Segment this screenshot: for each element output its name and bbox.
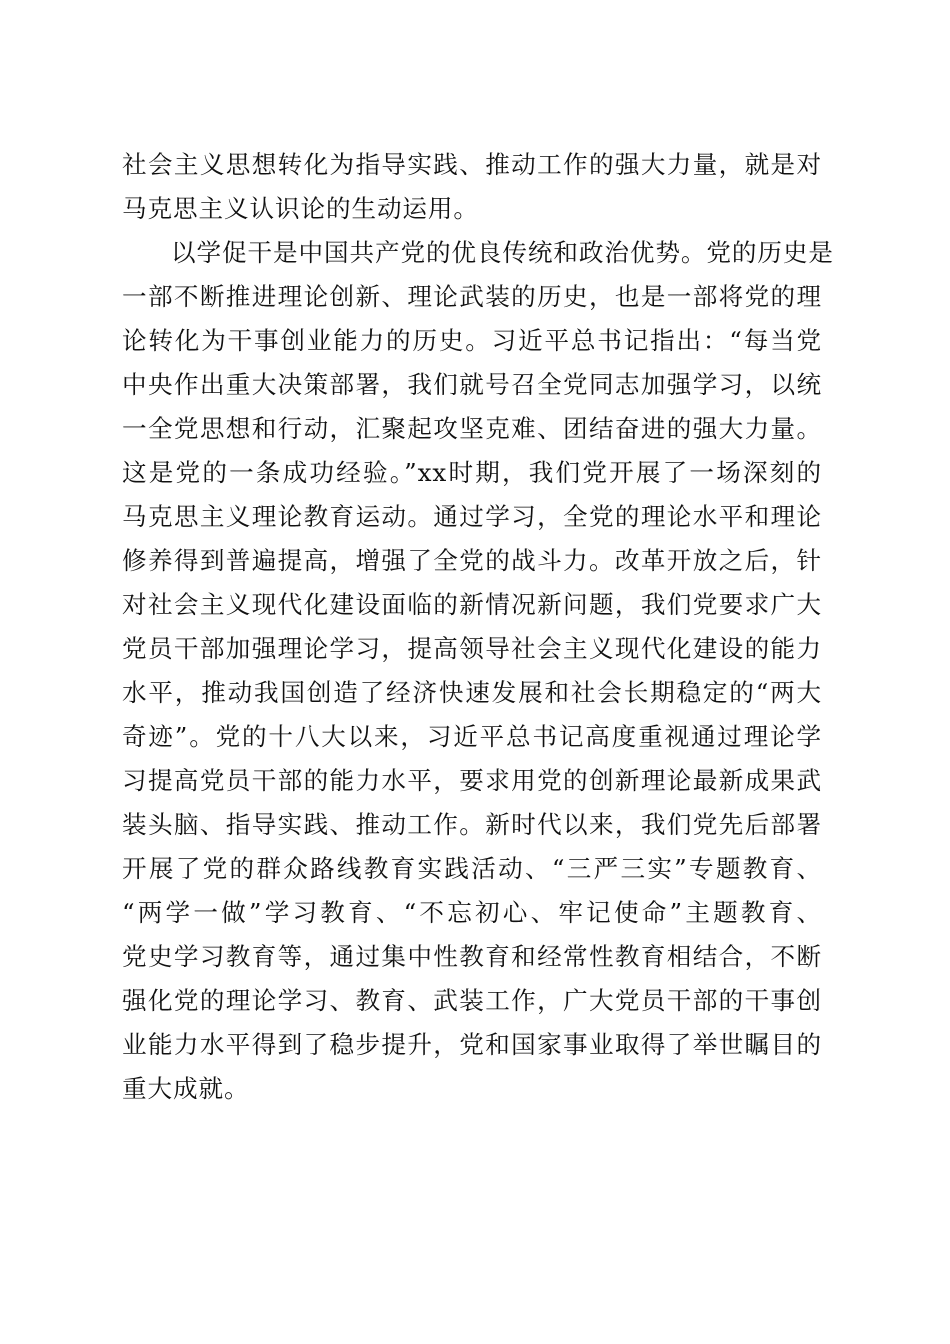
- text-line: 一全党思想和行动，汇聚起攻坚克难、团结奋进的强大力量。: [122, 414, 822, 443]
- text-line: 社会主义思想转化为指导实践、推动工作的强大力量，就是对: [122, 150, 822, 179]
- text-line: 马克思主义理论教育运动。通过学习，全党的理论水平和理论: [122, 502, 822, 531]
- text-line: 水平，推动我国创造了经济快速发展和社会长期稳定的“两大: [122, 678, 822, 707]
- text-line: 对社会主义现代化建设面临的新情况新问题，我们党要求广大: [122, 590, 822, 619]
- text-line: 论转化为干事创业能力的历史。习近平总书记指出：“每当党: [122, 326, 822, 355]
- text-line: “两学一做”学习教育、“不忘初心、牢记使命”主题教育、: [122, 898, 822, 927]
- text-line: 业能力水平得到了稳步提升，党和国家事业取得了举世瞩目的: [122, 1030, 822, 1059]
- text-line: 这是党的一条成功经验。”xx时期，我们党开展了一场深刻的: [122, 458, 822, 487]
- text-line: 习提高党员干部的能力水平，要求用党的创新理论最新成果武: [122, 766, 822, 795]
- text-line: 党史学习教育等，通过集中性教育和经常性教育相结合，不断: [122, 942, 822, 971]
- paragraph-1: [122, 143, 822, 231]
- text-line: 一部不断推进理论创新、理论武装的历史，也是一部将党的理: [122, 282, 822, 311]
- text-line: 开展了党的群众路线教育实践活动、“三严三实”专题教育、: [122, 854, 822, 883]
- text-line: 以学促干是中国共产党的优良传统和政治优势。党的历史是: [171, 238, 834, 267]
- paragraph-2: [122, 231, 834, 1111]
- text-line: 强化党的理论学习、教育、武装工作，广大党员干部的干事创: [122, 986, 822, 1015]
- text-line: 中央作出重大决策部署，我们就号召全党同志加强学习，以统: [122, 370, 822, 399]
- text-line: 党员干部加强理论学习，提高领导社会主义现代化建设的能力: [122, 634, 822, 663]
- text-line: 马克思主义认识论的生动运用。: [122, 194, 479, 223]
- text-line: 装头脑、指导实践、推动工作。新时代以来，我们党先后部署: [122, 810, 822, 839]
- text-line: 修养得到普遍提高，增强了全党的战斗力。改革开放之后，针: [122, 546, 822, 575]
- text-line: 重大成就。: [122, 1074, 250, 1103]
- text-line: 奇迹”。党的十八大以来，习近平总书记高度重视通过理论学: [122, 722, 822, 751]
